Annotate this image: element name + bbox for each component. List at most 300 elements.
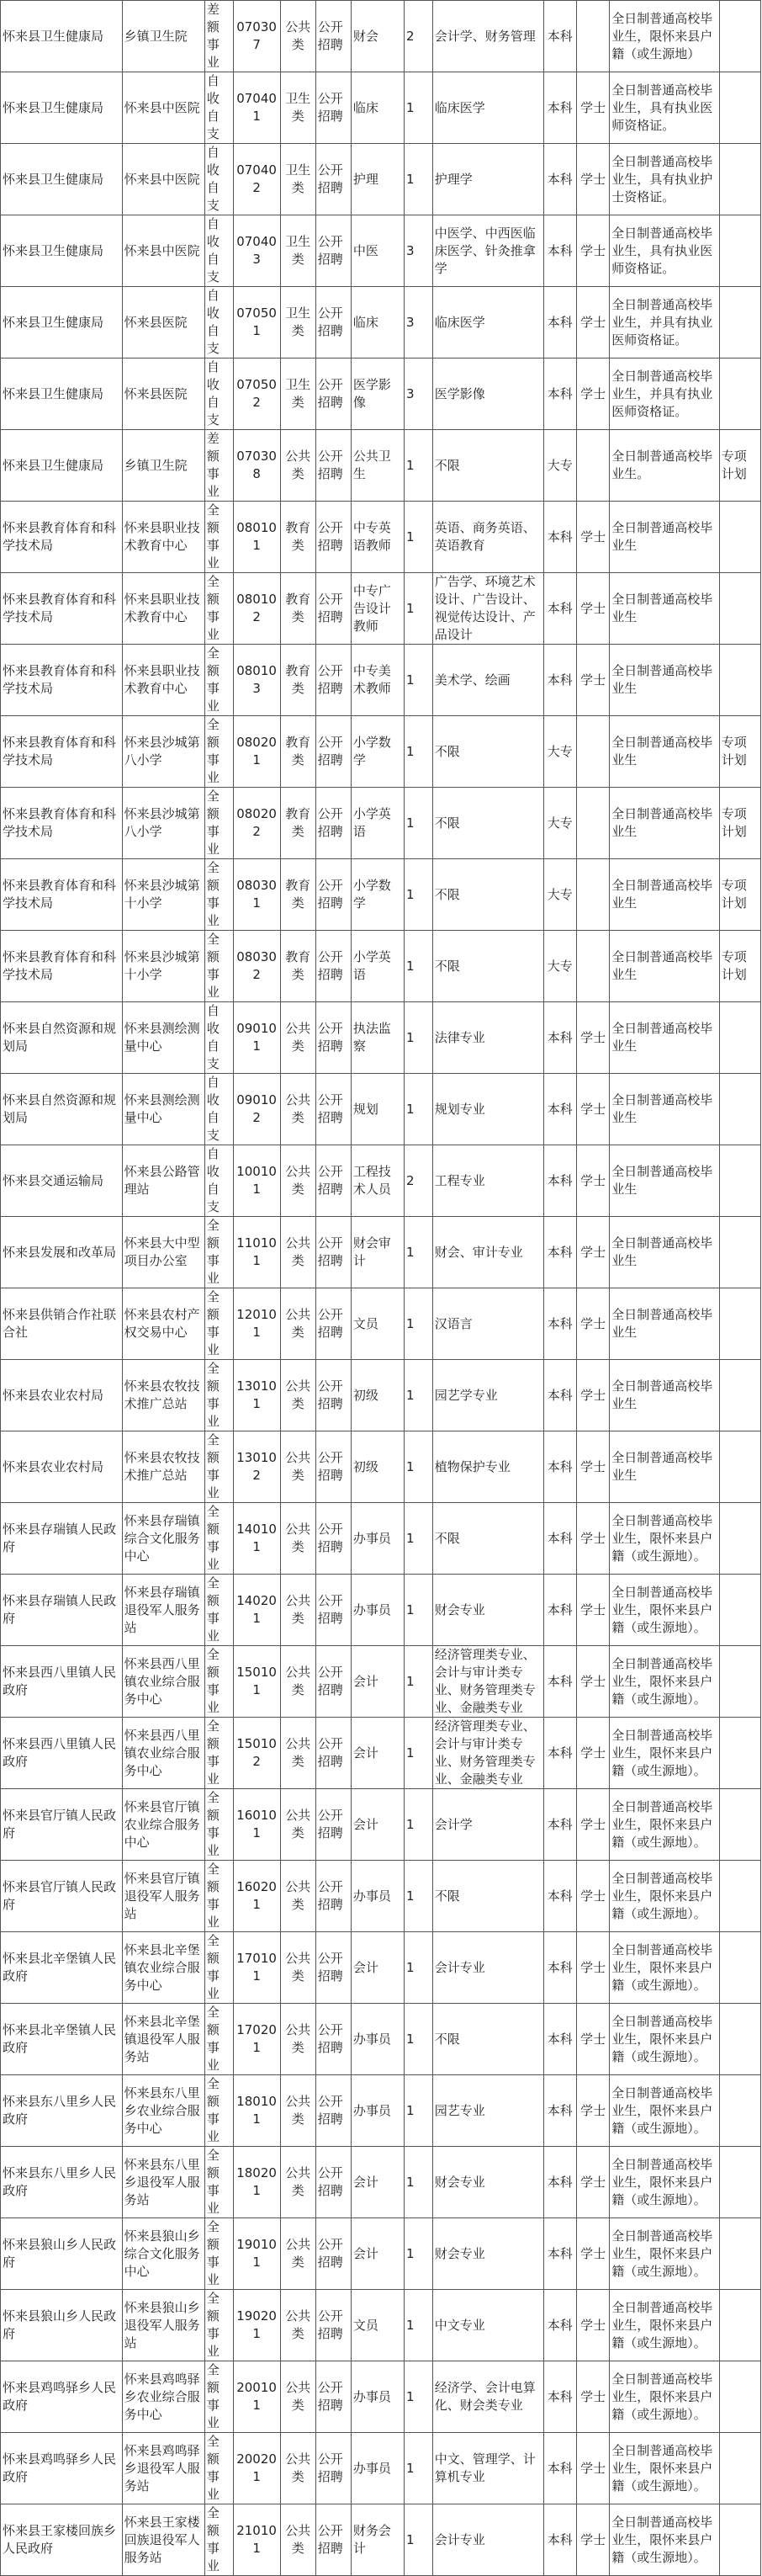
count-cell: 1 xyxy=(405,502,433,573)
dept-cell: 怀来县狼山乡人民政府 xyxy=(1,2218,123,2290)
education-cell: 本科 xyxy=(543,502,576,573)
post-cell: 临床 xyxy=(351,287,404,359)
category-cell: 公共类 xyxy=(280,430,315,502)
nature-cell: 全额事业 xyxy=(204,1789,233,1861)
note-cell xyxy=(719,1575,760,1646)
note-cell xyxy=(719,645,760,716)
code-cell: 200101 xyxy=(233,2361,280,2433)
post-cell: 初级 xyxy=(351,1360,404,1431)
table-row xyxy=(1,859,761,931)
note-cell xyxy=(719,2504,760,2576)
note-cell xyxy=(719,72,760,144)
count-cell: 1 xyxy=(405,72,433,144)
unit-cell: 怀来县王家楼回族退役军人服务站 xyxy=(122,2504,204,2576)
code-cell: 190101 xyxy=(233,2218,280,2290)
conditions-cell: 全日制普通高校毕业生，限怀来县户籍（或生源地）。 xyxy=(610,1932,720,2004)
degree-cell: 学士 xyxy=(576,502,609,573)
unit-cell: 怀来县测绘测量中心 xyxy=(122,1002,204,1074)
conditions-cell: 全日制普通高校毕业生，限怀来县户籍（或生源地）。 xyxy=(610,2361,720,2433)
conditions-cell: 全日制普通高校毕业生 xyxy=(610,1288,720,1360)
category-cell: 公共类 xyxy=(280,1789,315,1861)
category-cell: 卫生类 xyxy=(280,215,315,287)
dept-cell: 怀来县鸡鸣驿乡人民政府 xyxy=(1,2361,123,2433)
post-cell: 会计 xyxy=(351,1932,404,2004)
major-cell: 不限 xyxy=(432,931,543,1002)
unit-cell: 怀来县职业技术教育中心 xyxy=(122,502,204,573)
dept-cell: 怀来县狼山乡人民政府 xyxy=(1,2290,123,2361)
dept-cell: 怀来县官厅镇人民政府 xyxy=(1,1861,123,1932)
education-cell: 本科 xyxy=(543,359,576,430)
nature-cell: 自收自支 xyxy=(204,72,233,144)
dept-cell: 怀来县北辛堡镇人民政府 xyxy=(1,1932,123,2004)
degree-cell: 学士 xyxy=(576,1718,609,1789)
note-cell: 专项计划 xyxy=(719,931,760,1002)
code-cell: 080302 xyxy=(233,931,280,1002)
dept-cell: 怀来县交通运输局 xyxy=(1,1145,123,1217)
method-cell: 公开招聘 xyxy=(315,2504,351,2576)
unit-cell: 怀来县医院 xyxy=(122,359,204,430)
unit-cell: 怀来县鸡鸣驿乡农业综合服务中心 xyxy=(122,2361,204,2433)
post-cell: 小学数学 xyxy=(351,859,404,931)
method-cell: 公开招聘 xyxy=(315,359,351,430)
table-row xyxy=(1,287,761,359)
method-cell: 公开招聘 xyxy=(315,1431,351,1503)
degree-cell: 学士 xyxy=(576,2504,609,2576)
nature-cell: 全额事业 xyxy=(204,931,233,1002)
code-cell: 070307 xyxy=(233,1,280,72)
post-cell: 规划 xyxy=(351,1074,404,1145)
note-cell xyxy=(719,144,760,215)
conditions-cell: 全日制普通高校毕业生 xyxy=(610,573,720,645)
note-cell xyxy=(719,359,760,430)
method-cell: 公开招聘 xyxy=(315,1074,351,1145)
method-cell: 公开招聘 xyxy=(315,1575,351,1646)
major-cell: 工程专业 xyxy=(432,1145,543,1217)
method-cell: 公开招聘 xyxy=(315,502,351,573)
count-cell: 1 xyxy=(405,573,433,645)
method-cell: 公开招聘 xyxy=(315,1145,351,1217)
dept-cell: 怀来县卫生健康局 xyxy=(1,430,123,502)
table-row xyxy=(1,1932,761,2004)
note-cell xyxy=(719,573,760,645)
degree-cell: 学士 xyxy=(576,1360,609,1431)
post-cell: 财会审计 xyxy=(351,1217,404,1288)
post-cell: 财务会计 xyxy=(351,2504,404,2576)
major-cell: 经济学、会计电算化、财会类专业 xyxy=(432,2361,543,2433)
degree-cell xyxy=(576,931,609,1002)
note-cell xyxy=(719,1789,760,1861)
major-cell: 不限 xyxy=(432,716,543,788)
note-cell xyxy=(719,2290,760,2361)
post-cell: 办事员 xyxy=(351,1861,404,1932)
degree-cell: 学士 xyxy=(576,1431,609,1503)
code-cell: 070403 xyxy=(233,215,280,287)
code-cell: 120101 xyxy=(233,1288,280,1360)
table-row xyxy=(1,1646,761,1718)
code-cell: 150101 xyxy=(233,1646,280,1718)
education-cell: 本科 xyxy=(543,215,576,287)
unit-cell: 怀来县东八里乡退役军人服务站 xyxy=(122,2147,204,2218)
degree-cell: 学士 xyxy=(576,1217,609,1288)
degree-cell: 学士 xyxy=(576,2218,609,2290)
note-cell xyxy=(719,1431,760,1503)
note-cell xyxy=(719,2075,760,2147)
count-cell: 1 xyxy=(405,1718,433,1789)
post-cell: 公共卫生 xyxy=(351,430,404,502)
table-row xyxy=(1,788,761,859)
note-cell xyxy=(719,1932,760,2004)
category-cell: 卫生类 xyxy=(280,359,315,430)
education-cell: 本科 xyxy=(543,1288,576,1360)
count-cell: 1 xyxy=(405,144,433,215)
education-cell: 大专 xyxy=(543,859,576,931)
education-cell: 本科 xyxy=(543,1,576,72)
nature-cell: 全额事业 xyxy=(204,1932,233,2004)
dept-cell: 怀来县自然资源和规划局 xyxy=(1,1002,123,1074)
dept-cell: 怀来县卫生健康局 xyxy=(1,1,123,72)
category-cell: 公共类 xyxy=(280,1503,315,1575)
code-cell: 140201 xyxy=(233,1575,280,1646)
education-cell: 本科 xyxy=(543,72,576,144)
nature-cell: 自收自支 xyxy=(204,1074,233,1145)
category-cell: 公共类 xyxy=(280,1646,315,1718)
count-cell: 1 xyxy=(405,1575,433,1646)
post-cell: 中专英语教师 xyxy=(351,502,404,573)
major-cell: 护理学 xyxy=(432,144,543,215)
code-cell: 070402 xyxy=(233,144,280,215)
major-cell: 不限 xyxy=(432,788,543,859)
table-row xyxy=(1,144,761,215)
major-cell: 广告学、环境艺术设计、广告设计、视觉传达设计、产品设计 xyxy=(432,573,543,645)
education-cell: 本科 xyxy=(543,2075,576,2147)
code-cell: 090102 xyxy=(233,1074,280,1145)
note-cell xyxy=(719,287,760,359)
table-row xyxy=(1,72,761,144)
education-cell: 本科 xyxy=(543,573,576,645)
count-cell: 3 xyxy=(405,287,433,359)
degree-cell: 学士 xyxy=(576,645,609,716)
count-cell: 1 xyxy=(405,859,433,931)
table-row xyxy=(1,2147,761,2218)
unit-cell: 怀来县北辛堡镇退役军人服务站 xyxy=(122,2004,204,2075)
note-cell: 专项计划 xyxy=(719,716,760,788)
unit-cell: 怀来县职业技术教育中心 xyxy=(122,573,204,645)
count-cell: 1 xyxy=(405,1431,433,1503)
conditions-cell: 全日制普通高校毕业生 xyxy=(610,931,720,1002)
count-cell: 1 xyxy=(405,1503,433,1575)
degree-cell: 学士 xyxy=(576,2075,609,2147)
code-cell: 190201 xyxy=(233,2290,280,2361)
dept-cell: 怀来县教育体育和科学技术局 xyxy=(1,931,123,1002)
post-cell: 办事员 xyxy=(351,2361,404,2433)
method-cell: 公开招聘 xyxy=(315,144,351,215)
post-cell: 会计 xyxy=(351,2218,404,2290)
code-cell: 150102 xyxy=(233,1718,280,1789)
table-row xyxy=(1,1718,761,1789)
category-cell: 公共类 xyxy=(280,1145,315,1217)
method-cell: 公开招聘 xyxy=(315,2004,351,2075)
category-cell: 公共类 xyxy=(280,2290,315,2361)
note-cell: 专项计划 xyxy=(719,430,760,502)
major-cell: 财会、审计专业 xyxy=(432,1217,543,1288)
major-cell: 不限 xyxy=(432,1861,543,1932)
post-cell: 中医 xyxy=(351,215,404,287)
conditions-cell: 全日制普通高校毕业生，限怀来县户籍（或生源地）。 xyxy=(610,1789,720,1861)
major-cell: 会计专业 xyxy=(432,2504,543,2576)
degree-cell: 学士 xyxy=(576,359,609,430)
count-cell: 3 xyxy=(405,215,433,287)
category-cell: 公共类 xyxy=(280,1,315,72)
degree-cell: 学士 xyxy=(576,1789,609,1861)
post-cell: 财会 xyxy=(351,1,404,72)
nature-cell: 全额事业 xyxy=(204,2004,233,2075)
degree-cell: 学士 xyxy=(576,2433,609,2504)
dept-cell: 怀来县东八里乡人民政府 xyxy=(1,2075,123,2147)
category-cell: 公共类 xyxy=(280,1074,315,1145)
nature-cell: 全额事业 xyxy=(204,716,233,788)
table-row xyxy=(1,1145,761,1217)
nature-cell: 全额事业 xyxy=(204,1431,233,1503)
note-cell xyxy=(719,1002,760,1074)
method-cell: 公开招聘 xyxy=(315,716,351,788)
unit-cell: 怀来县农村产权交易中心 xyxy=(122,1288,204,1360)
major-cell: 中文专业 xyxy=(432,2290,543,2361)
degree-cell: 学士 xyxy=(576,1861,609,1932)
note-cell xyxy=(719,2433,760,2504)
education-cell: 本科 xyxy=(543,1789,576,1861)
nature-cell: 全额事业 xyxy=(204,1360,233,1431)
nature-cell: 全额事业 xyxy=(204,2433,233,2504)
count-cell: 1 xyxy=(405,931,433,1002)
conditions-cell: 全日制普通高校毕业生，具有执业护士资格证。 xyxy=(610,144,720,215)
unit-cell: 怀来县狼山乡综合文化服务中心 xyxy=(122,2218,204,2290)
count-cell: 1 xyxy=(405,1288,433,1360)
count-cell: 1 xyxy=(405,788,433,859)
unit-cell: 怀来县沙城第十小学 xyxy=(122,931,204,1002)
post-cell: 办事员 xyxy=(351,1575,404,1646)
category-cell: 教育类 xyxy=(280,645,315,716)
code-cell: 090101 xyxy=(233,1002,280,1074)
dept-cell: 怀来县农业农村局 xyxy=(1,1431,123,1503)
dept-cell: 怀来县存瑞镇人民政府 xyxy=(1,1575,123,1646)
education-cell: 本科 xyxy=(543,1145,576,1217)
post-cell: 初级 xyxy=(351,1431,404,1503)
post-cell: 执法监察 xyxy=(351,1002,404,1074)
post-cell: 医学影像 xyxy=(351,359,404,430)
category-cell: 卫生类 xyxy=(280,144,315,215)
major-cell: 会计学 xyxy=(432,1789,543,1861)
category-cell: 公共类 xyxy=(280,1861,315,1932)
code-cell: 080101 xyxy=(233,502,280,573)
table-row xyxy=(1,1288,761,1360)
unit-cell: 怀来县中医院 xyxy=(122,72,204,144)
count-cell: 1 xyxy=(405,2147,433,2218)
education-cell: 本科 xyxy=(543,144,576,215)
method-cell: 公开招聘 xyxy=(315,788,351,859)
conditions-cell: 全日制普通高校毕业生，并具有执业医师资格证。 xyxy=(610,359,720,430)
education-cell: 本科 xyxy=(543,2218,576,2290)
code-cell: 130102 xyxy=(233,1431,280,1503)
category-cell: 公共类 xyxy=(280,1217,315,1288)
method-cell: 公开招聘 xyxy=(315,1646,351,1718)
education-cell: 本科 xyxy=(543,287,576,359)
conditions-cell: 全日制普通高校毕业生 xyxy=(610,645,720,716)
dept-cell: 怀来县北辛堡镇人民政府 xyxy=(1,2004,123,2075)
code-cell: 210101 xyxy=(233,2504,280,2576)
unit-cell: 怀来县西八里镇农业综合服务中心 xyxy=(122,1646,204,1718)
note-cell xyxy=(719,1861,760,1932)
dept-cell: 怀来县王家楼回族乡人民政府 xyxy=(1,2504,123,2576)
category-cell: 公共类 xyxy=(280,1360,315,1431)
major-cell: 园艺专业 xyxy=(432,2075,543,2147)
major-cell: 临床医学 xyxy=(432,287,543,359)
conditions-cell: 全日制普通高校毕业生 xyxy=(610,502,720,573)
post-cell: 办事员 xyxy=(351,2075,404,2147)
table-row xyxy=(1,716,761,788)
unit-cell: 怀来县北辛堡镇农业综合服务中心 xyxy=(122,1932,204,2004)
table-body xyxy=(1,1,761,2576)
method-cell: 公开招聘 xyxy=(315,1002,351,1074)
nature-cell: 全额事业 xyxy=(204,2075,233,2147)
education-cell: 本科 xyxy=(543,1217,576,1288)
major-cell: 法律专业 xyxy=(432,1002,543,1074)
category-cell: 教育类 xyxy=(280,859,315,931)
category-cell: 公共类 xyxy=(280,1288,315,1360)
major-cell: 会计专业 xyxy=(432,1932,543,2004)
note-cell: 专项计划 xyxy=(719,859,760,931)
table-row xyxy=(1,2290,761,2361)
unit-cell: 怀来县职业技术教育中心 xyxy=(122,645,204,716)
category-cell: 教育类 xyxy=(280,931,315,1002)
major-cell: 规划专业 xyxy=(432,1074,543,1145)
method-cell: 公开招聘 xyxy=(315,1503,351,1575)
category-cell: 公共类 xyxy=(280,2218,315,2290)
category-cell: 卫生类 xyxy=(280,72,315,144)
dept-cell: 怀来县卫生健康局 xyxy=(1,215,123,287)
conditions-cell: 全日制普通高校毕业生，并具有执业医师资格证。 xyxy=(610,287,720,359)
method-cell: 公开招聘 xyxy=(315,2147,351,2218)
major-cell: 园艺学专业 xyxy=(432,1360,543,1431)
unit-cell: 怀来县东八里乡农业综合服务中心 xyxy=(122,2075,204,2147)
conditions-cell: 全日制普通高校毕业生，限怀来县户籍（或生源地）。 xyxy=(610,2504,720,2576)
method-cell: 公开招聘 xyxy=(315,430,351,502)
dept-cell: 怀来县西八里镇人民政府 xyxy=(1,1646,123,1718)
code-cell: 180201 xyxy=(233,2147,280,2218)
table-row xyxy=(1,645,761,716)
note-cell xyxy=(719,1360,760,1431)
degree-cell xyxy=(576,430,609,502)
count-cell: 1 xyxy=(405,2361,433,2433)
count-cell: 1 xyxy=(405,1217,433,1288)
code-cell: 200201 xyxy=(233,2433,280,2504)
degree-cell: 学士 xyxy=(576,1288,609,1360)
method-cell: 公开招聘 xyxy=(315,287,351,359)
degree-cell: 学士 xyxy=(576,72,609,144)
post-cell: 办事员 xyxy=(351,2433,404,2504)
nature-cell: 全额事业 xyxy=(204,859,233,931)
code-cell: 180101 xyxy=(233,2075,280,2147)
education-cell: 本科 xyxy=(543,2361,576,2433)
dept-cell: 怀来县卫生健康局 xyxy=(1,144,123,215)
nature-cell: 自收自支 xyxy=(204,215,233,287)
category-cell: 卫生类 xyxy=(280,287,315,359)
post-cell: 临床 xyxy=(351,72,404,144)
unit-cell: 怀来县沙城第十小学 xyxy=(122,859,204,931)
education-cell: 大专 xyxy=(543,716,576,788)
post-cell: 小学英语 xyxy=(351,931,404,1002)
nature-cell: 全额事业 xyxy=(204,2504,233,2576)
method-cell: 公开招聘 xyxy=(315,1288,351,1360)
conditions-cell: 全日制普通高校毕业生 xyxy=(610,859,720,931)
note-cell xyxy=(719,2361,760,2433)
education-cell: 本科 xyxy=(543,1074,576,1145)
table-row xyxy=(1,1074,761,1145)
count-cell: 3 xyxy=(405,359,433,430)
method-cell: 公开招聘 xyxy=(315,645,351,716)
post-cell: 文员 xyxy=(351,1288,404,1360)
degree-cell: 学士 xyxy=(576,2290,609,2361)
nature-cell: 全额事业 xyxy=(204,788,233,859)
method-cell: 公开招聘 xyxy=(315,1932,351,2004)
conditions-cell: 全日制普通高校毕业生，限怀来县户籍（或生源地）。 xyxy=(610,1575,720,1646)
code-cell: 080201 xyxy=(233,716,280,788)
degree-cell: 学士 xyxy=(576,1002,609,1074)
nature-cell: 全额事业 xyxy=(204,1861,233,1932)
conditions-cell: 全日制普通高校毕业生，限怀来县户籍（或生源地）。 xyxy=(610,2433,720,2504)
degree-cell: 学士 xyxy=(576,1646,609,1718)
dept-cell: 怀来县存瑞镇人民政府 xyxy=(1,1503,123,1575)
major-cell: 汉语言 xyxy=(432,1288,543,1360)
dept-cell: 怀来县教育体育和科学技术局 xyxy=(1,788,123,859)
table-row xyxy=(1,1360,761,1431)
unit-cell: 怀来县存瑞镇综合文化服务中心 xyxy=(122,1503,204,1575)
code-cell: 130101 xyxy=(233,1360,280,1431)
nature-cell: 全额事业 xyxy=(204,502,233,573)
post-cell: 工程技术人员 xyxy=(351,1145,404,1217)
nature-cell: 全额事业 xyxy=(204,2147,233,2218)
method-cell: 公开招聘 xyxy=(315,2290,351,2361)
education-cell: 本科 xyxy=(543,2504,576,2576)
code-cell: 080103 xyxy=(233,645,280,716)
count-cell: 1 xyxy=(405,716,433,788)
conditions-cell: 全日制普通高校毕业生 xyxy=(610,1145,720,1217)
unit-cell: 怀来县沙城第八小学 xyxy=(122,716,204,788)
nature-cell: 全额事业 xyxy=(204,1718,233,1789)
table-row xyxy=(1,2004,761,2075)
code-cell: 070308 xyxy=(233,430,280,502)
degree-cell: 学士 xyxy=(576,1575,609,1646)
code-cell: 140101 xyxy=(233,1503,280,1575)
code-cell: 160201 xyxy=(233,1861,280,1932)
dept-cell: 怀来县卫生健康局 xyxy=(1,359,123,430)
nature-cell: 自收自支 xyxy=(204,144,233,215)
count-cell: 1 xyxy=(405,1360,433,1431)
count-cell: 1 xyxy=(405,2504,433,2576)
nature-cell: 全额事业 xyxy=(204,645,233,716)
degree-cell: 学士 xyxy=(576,1145,609,1217)
count-cell: 1 xyxy=(405,2433,433,2504)
post-cell: 办事员 xyxy=(351,1503,404,1575)
nature-cell: 全额事业 xyxy=(204,573,233,645)
nature-cell: 全额事业 xyxy=(204,1646,233,1718)
major-cell: 植物保护专业 xyxy=(432,1431,543,1503)
degree-cell: 学士 xyxy=(576,215,609,287)
major-cell: 财会专业 xyxy=(432,2218,543,2290)
major-cell: 财会专业 xyxy=(432,1575,543,1646)
degree-cell: 学士 xyxy=(576,1074,609,1145)
category-cell: 公共类 xyxy=(280,1002,315,1074)
major-cell: 不限 xyxy=(432,2004,543,2075)
